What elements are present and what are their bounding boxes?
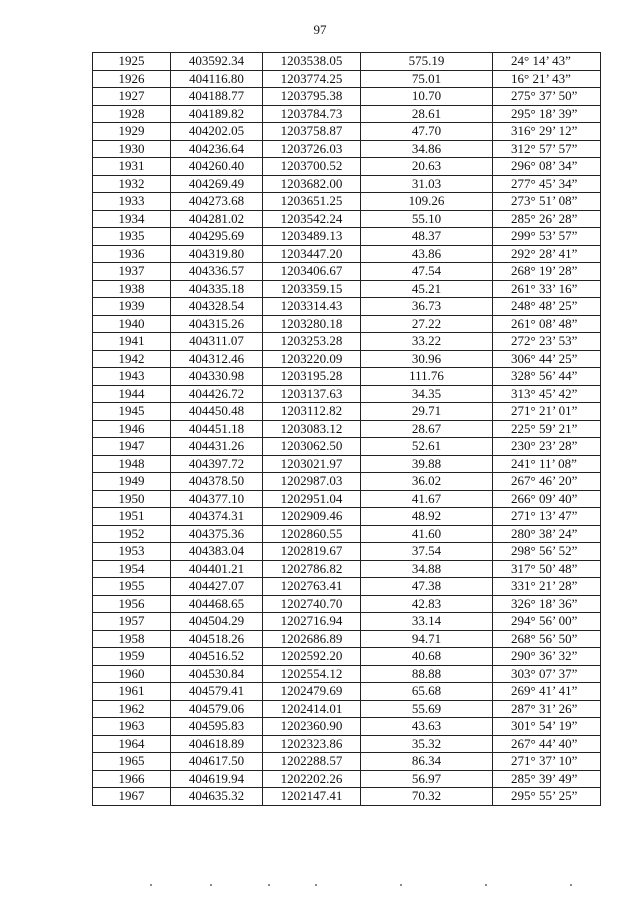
distance-cell: 36.02	[361, 473, 493, 491]
distance-cell: 88.88	[361, 665, 493, 683]
table-row	[93, 490, 601, 508]
azimuth-cell: 301° 54’ 19”	[493, 718, 601, 736]
table-row	[93, 753, 601, 771]
table-row	[93, 700, 601, 718]
azimuth-cell: 294° 56’ 00”	[493, 613, 601, 631]
azimuth-cell: 331° 21’ 28”	[493, 578, 601, 596]
distance-cell: 43.86	[361, 245, 493, 263]
table-row	[93, 455, 601, 473]
azimuth-cell: 306° 44’ 25”	[493, 350, 601, 368]
table-row	[93, 140, 601, 158]
azimuth-cell: 272° 23’ 53”	[493, 333, 601, 351]
point-id-cell: 1929	[93, 123, 171, 141]
northing-cell: 404189.82	[171, 105, 263, 123]
easting-cell: 1203083.12	[263, 420, 361, 438]
point-id-cell: 1931	[93, 158, 171, 176]
azimuth-cell: 326° 18’ 36”	[493, 595, 601, 613]
easting-cell: 1203651.25	[263, 193, 361, 211]
azimuth-cell: 268° 19’ 28”	[493, 263, 601, 281]
point-id-cell: 1939	[93, 298, 171, 316]
northing-cell: 404383.04	[171, 543, 263, 561]
point-id-cell: 1956	[93, 595, 171, 613]
easting-cell: 1202786.82	[263, 560, 361, 578]
point-id-cell: 1930	[93, 140, 171, 158]
table-row	[93, 613, 601, 631]
northing-cell: 404468.65	[171, 595, 263, 613]
easting-cell: 1203314.43	[263, 298, 361, 316]
table-row	[93, 473, 601, 491]
distance-cell: 47.70	[361, 123, 493, 141]
distance-cell: 94.71	[361, 630, 493, 648]
table-row	[93, 560, 601, 578]
table-row	[93, 578, 601, 596]
distance-cell: 27.22	[361, 315, 493, 333]
azimuth-cell: 313° 45’ 42”	[493, 385, 601, 403]
azimuth-cell: 271° 13’ 47”	[493, 508, 601, 526]
northing-cell: 404116.80	[171, 70, 263, 88]
point-id-cell: 1940	[93, 315, 171, 333]
coordinate-table	[92, 52, 601, 806]
point-id-cell: 1943	[93, 368, 171, 386]
azimuth-cell: 316° 29’ 12”	[493, 123, 601, 141]
point-id-cell: 1951	[93, 508, 171, 526]
table-row	[93, 385, 601, 403]
easting-cell: 1202323.86	[263, 735, 361, 753]
distance-cell: 70.32	[361, 788, 493, 806]
point-id-cell: 1958	[93, 630, 171, 648]
point-id-cell: 1932	[93, 175, 171, 193]
point-id-cell: 1965	[93, 753, 171, 771]
point-id-cell: 1957	[93, 613, 171, 631]
distance-cell: 31.03	[361, 175, 493, 193]
point-id-cell: 1944	[93, 385, 171, 403]
azimuth-cell: 269° 41’ 41”	[493, 683, 601, 701]
azimuth-cell: 296° 08’ 34”	[493, 158, 601, 176]
table-row	[93, 403, 601, 421]
northing-cell: 404269.49	[171, 175, 263, 193]
northing-cell: 404330.98	[171, 368, 263, 386]
point-id-cell: 1938	[93, 280, 171, 298]
distance-cell: 41.67	[361, 490, 493, 508]
northing-cell: 404518.26	[171, 630, 263, 648]
table-row	[93, 70, 601, 88]
azimuth-cell: 266° 09’ 40”	[493, 490, 601, 508]
distance-cell: 30.96	[361, 350, 493, 368]
point-id-cell: 1949	[93, 473, 171, 491]
table-row	[93, 368, 601, 386]
azimuth-cell: 275° 37’ 50”	[493, 88, 601, 106]
northing-cell: 404504.29	[171, 613, 263, 631]
northing-cell: 404635.32	[171, 788, 263, 806]
easting-cell: 1202414.01	[263, 700, 361, 718]
table-row	[93, 315, 601, 333]
distance-cell: 47.54	[361, 263, 493, 281]
azimuth-cell: 267° 46’ 20”	[493, 473, 601, 491]
distance-cell: 65.68	[361, 683, 493, 701]
distance-cell: 20.63	[361, 158, 493, 176]
azimuth-cell: 241° 11’ 08”	[493, 455, 601, 473]
northing-cell: 404427.07	[171, 578, 263, 596]
table-row	[93, 683, 601, 701]
point-id-cell: 1925	[93, 53, 171, 71]
point-id-cell: 1946	[93, 420, 171, 438]
azimuth-cell: 271° 37’ 10”	[493, 753, 601, 771]
table-row	[93, 263, 601, 281]
easting-cell: 1202740.70	[263, 595, 361, 613]
point-id-cell: 1933	[93, 193, 171, 211]
northing-cell: 404579.41	[171, 683, 263, 701]
northing-cell: 404451.18	[171, 420, 263, 438]
distance-cell: 47.38	[361, 578, 493, 596]
table-row	[93, 210, 601, 228]
distance-cell: 35.32	[361, 735, 493, 753]
easting-cell: 1202860.55	[263, 525, 361, 543]
distance-cell: 111.76	[361, 368, 493, 386]
northing-cell: 404530.84	[171, 665, 263, 683]
point-id-cell: 1936	[93, 245, 171, 263]
northing-cell: 404579.06	[171, 700, 263, 718]
table-row	[93, 665, 601, 683]
azimuth-cell: 267° 44’ 40”	[493, 735, 601, 753]
azimuth-cell: 225° 59’ 21”	[493, 420, 601, 438]
azimuth-cell: 261° 33’ 16”	[493, 280, 601, 298]
distance-cell: 33.22	[361, 333, 493, 351]
northing-cell: 404450.48	[171, 403, 263, 421]
easting-cell: 1203538.05	[263, 53, 361, 71]
easting-cell: 1203195.28	[263, 368, 361, 386]
azimuth-cell: 230° 23’ 28”	[493, 438, 601, 456]
northing-cell: 404312.46	[171, 350, 263, 368]
distance-cell: 56.97	[361, 770, 493, 788]
table-row	[93, 88, 601, 106]
azimuth-cell: 24° 14’ 43”	[493, 53, 601, 71]
table-row	[93, 543, 601, 561]
azimuth-cell: 261° 08’ 48”	[493, 315, 601, 333]
point-id-cell: 1927	[93, 88, 171, 106]
distance-cell: 45.21	[361, 280, 493, 298]
easting-cell: 1202288.57	[263, 753, 361, 771]
azimuth-cell: 287° 31’ 26”	[493, 700, 601, 718]
azimuth-cell: 16° 21’ 43”	[493, 70, 601, 88]
point-id-cell: 1953	[93, 543, 171, 561]
point-id-cell: 1960	[93, 665, 171, 683]
table-body	[93, 53, 601, 806]
easting-cell: 1203112.82	[263, 403, 361, 421]
easting-cell: 1203359.15	[263, 280, 361, 298]
point-id-cell: 1952	[93, 525, 171, 543]
azimuth-cell: 303° 07’ 37”	[493, 665, 601, 683]
distance-cell: 29.71	[361, 403, 493, 421]
point-id-cell: 1928	[93, 105, 171, 123]
northing-cell: 404617.50	[171, 753, 263, 771]
easting-cell: 1203774.25	[263, 70, 361, 88]
point-id-cell: 1963	[93, 718, 171, 736]
northing-cell: 404281.02	[171, 210, 263, 228]
distance-cell: 34.86	[361, 140, 493, 158]
azimuth-cell: 292° 28’ 41”	[493, 245, 601, 263]
easting-cell: 1203700.52	[263, 158, 361, 176]
point-id-cell: 1941	[93, 333, 171, 351]
table-row	[93, 438, 601, 456]
easting-cell: 1202716.94	[263, 613, 361, 631]
point-id-cell: 1935	[93, 228, 171, 246]
point-id-cell: 1948	[93, 455, 171, 473]
point-id-cell: 1959	[93, 648, 171, 666]
azimuth-cell: 271° 21’ 01”	[493, 403, 601, 421]
northing-cell: 404260.40	[171, 158, 263, 176]
azimuth-cell: 295° 55’ 25”	[493, 788, 601, 806]
table-row	[93, 228, 601, 246]
azimuth-cell: 285° 26’ 28”	[493, 210, 601, 228]
table-row	[93, 350, 601, 368]
table-row	[93, 630, 601, 648]
point-id-cell: 1955	[93, 578, 171, 596]
azimuth-cell: 248° 48’ 25”	[493, 298, 601, 316]
easting-cell: 1202909.46	[263, 508, 361, 526]
easting-cell: 1203253.28	[263, 333, 361, 351]
distance-cell: 86.34	[361, 753, 493, 771]
northing-cell: 404619.94	[171, 770, 263, 788]
distance-cell: 41.60	[361, 525, 493, 543]
northing-cell: 404595.83	[171, 718, 263, 736]
northing-cell: 403592.34	[171, 53, 263, 71]
northing-cell: 404273.68	[171, 193, 263, 211]
point-id-cell: 1937	[93, 263, 171, 281]
northing-cell: 404516.52	[171, 648, 263, 666]
azimuth-cell: 328° 56’ 44”	[493, 368, 601, 386]
easting-cell: 1202147.41	[263, 788, 361, 806]
northing-cell: 404618.89	[171, 735, 263, 753]
distance-cell: 36.73	[361, 298, 493, 316]
azimuth-cell: 298° 56’ 52”	[493, 543, 601, 561]
easting-cell: 1202479.69	[263, 683, 361, 701]
table-row	[93, 595, 601, 613]
azimuth-cell: 317° 50’ 48”	[493, 560, 601, 578]
point-id-cell: 1934	[93, 210, 171, 228]
northing-cell: 404374.31	[171, 508, 263, 526]
distance-cell: 55.69	[361, 700, 493, 718]
azimuth-cell: 295° 18’ 39”	[493, 105, 601, 123]
table-row	[93, 245, 601, 263]
table-row	[93, 648, 601, 666]
point-id-cell: 1945	[93, 403, 171, 421]
distance-cell: 575.19	[361, 53, 493, 71]
easting-cell: 1203062.50	[263, 438, 361, 456]
northing-cell: 404236.64	[171, 140, 263, 158]
distance-cell: 52.61	[361, 438, 493, 456]
northing-cell: 404378.50	[171, 473, 263, 491]
azimuth-cell: 312° 57’ 57”	[493, 140, 601, 158]
azimuth-cell: 280° 38’ 24”	[493, 525, 601, 543]
easting-cell: 1203280.18	[263, 315, 361, 333]
point-id-cell: 1964	[93, 735, 171, 753]
easting-cell: 1203795.38	[263, 88, 361, 106]
easting-cell: 1203542.24	[263, 210, 361, 228]
easting-cell: 1202202.26	[263, 770, 361, 788]
easting-cell: 1203784.73	[263, 105, 361, 123]
table-row	[93, 420, 601, 438]
point-id-cell: 1926	[93, 70, 171, 88]
distance-cell: 109.26	[361, 193, 493, 211]
distance-cell: 48.37	[361, 228, 493, 246]
point-id-cell: 1967	[93, 788, 171, 806]
northing-cell: 404295.69	[171, 228, 263, 246]
point-id-cell: 1962	[93, 700, 171, 718]
northing-cell: 404401.21	[171, 560, 263, 578]
footer-marks	[150, 884, 590, 890]
azimuth-cell: 299° 53’ 57”	[493, 228, 601, 246]
point-id-cell: 1950	[93, 490, 171, 508]
distance-cell: 55.10	[361, 210, 493, 228]
azimuth-cell: 273° 51’ 08”	[493, 193, 601, 211]
northing-cell: 404319.80	[171, 245, 263, 263]
table-row	[93, 718, 601, 736]
table-row	[93, 333, 601, 351]
easting-cell: 1203682.00	[263, 175, 361, 193]
easting-cell: 1202987.03	[263, 473, 361, 491]
distance-cell: 43.63	[361, 718, 493, 736]
easting-cell: 1203489.13	[263, 228, 361, 246]
northing-cell: 404397.72	[171, 455, 263, 473]
table-row	[93, 525, 601, 543]
northing-cell: 404336.57	[171, 263, 263, 281]
easting-cell: 1203406.67	[263, 263, 361, 281]
point-id-cell: 1966	[93, 770, 171, 788]
northing-cell: 404431.26	[171, 438, 263, 456]
distance-cell: 33.14	[361, 613, 493, 631]
northing-cell: 404375.36	[171, 525, 263, 543]
easting-cell: 1202819.67	[263, 543, 361, 561]
table-row	[93, 105, 601, 123]
easting-cell: 1202592.20	[263, 648, 361, 666]
northing-cell: 404426.72	[171, 385, 263, 403]
easting-cell: 1202554.12	[263, 665, 361, 683]
easting-cell: 1203021.97	[263, 455, 361, 473]
easting-cell: 1202951.04	[263, 490, 361, 508]
table-row	[93, 280, 601, 298]
easting-cell: 1203137.63	[263, 385, 361, 403]
table-row	[93, 175, 601, 193]
azimuth-cell: 268° 56’ 50”	[493, 630, 601, 648]
distance-cell: 10.70	[361, 88, 493, 106]
distance-cell: 75.01	[361, 70, 493, 88]
northing-cell: 404315.26	[171, 315, 263, 333]
table-row	[93, 735, 601, 753]
distance-cell: 28.67	[361, 420, 493, 438]
table-row	[93, 298, 601, 316]
table-row	[93, 53, 601, 71]
page-number: 97	[313, 22, 327, 37]
azimuth-cell: 277° 45’ 34”	[493, 175, 601, 193]
point-id-cell: 1961	[93, 683, 171, 701]
table-row	[93, 123, 601, 141]
distance-cell: 34.35	[361, 385, 493, 403]
northing-cell: 404335.18	[171, 280, 263, 298]
table-row	[93, 193, 601, 211]
easting-cell: 1202686.89	[263, 630, 361, 648]
distance-cell: 28.61	[361, 105, 493, 123]
azimuth-cell: 290° 36’ 32”	[493, 648, 601, 666]
easting-cell: 1203758.87	[263, 123, 361, 141]
northing-cell: 404188.77	[171, 88, 263, 106]
table-row	[93, 788, 601, 806]
easting-cell: 1202360.90	[263, 718, 361, 736]
northing-cell: 404328.54	[171, 298, 263, 316]
easting-cell: 1203447.20	[263, 245, 361, 263]
point-id-cell: 1954	[93, 560, 171, 578]
distance-cell: 34.88	[361, 560, 493, 578]
easting-cell: 1202763.41	[263, 578, 361, 596]
point-id-cell: 1947	[93, 438, 171, 456]
distance-cell: 39.88	[361, 455, 493, 473]
northing-cell: 404377.10	[171, 490, 263, 508]
distance-cell: 48.92	[361, 508, 493, 526]
table-row	[93, 158, 601, 176]
easting-cell: 1203726.03	[263, 140, 361, 158]
table-row	[93, 770, 601, 788]
northing-cell: 404311.07	[171, 333, 263, 351]
table-row	[93, 508, 601, 526]
northing-cell: 404202.05	[171, 123, 263, 141]
easting-cell: 1203220.09	[263, 350, 361, 368]
azimuth-cell: 285° 39’ 49”	[493, 770, 601, 788]
point-id-cell: 1942	[93, 350, 171, 368]
distance-cell: 42.83	[361, 595, 493, 613]
distance-cell: 40.68	[361, 648, 493, 666]
distance-cell: 37.54	[361, 543, 493, 561]
